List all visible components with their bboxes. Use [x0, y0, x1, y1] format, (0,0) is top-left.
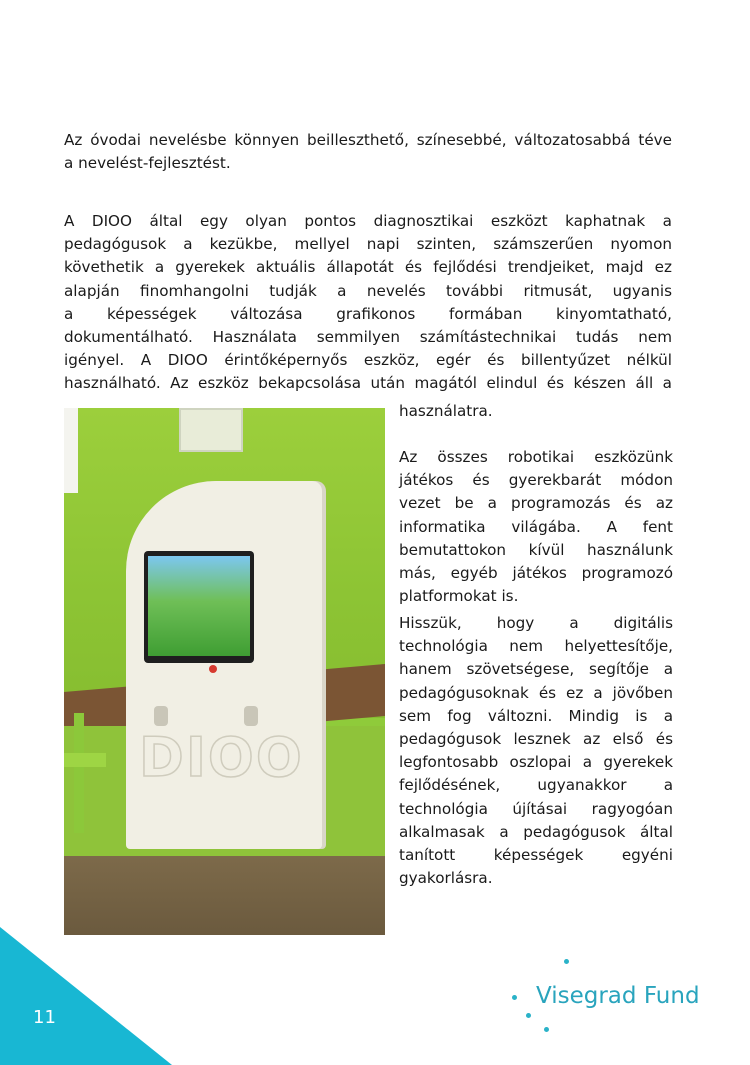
kiosk-body [126, 481, 322, 849]
text-line: sem fog változni. Mindig is a [399, 706, 673, 725]
text-line: gyakorlásra. [399, 869, 493, 888]
text-line: hanem szövetségese, segítője a [399, 660, 673, 679]
technology-paragraph [399, 612, 673, 890]
text-line: tanított képességek egyéni [399, 846, 673, 865]
logo-dot [512, 995, 517, 1000]
text-line: követhetik a gyerekek aktuális állapotát és fejlődési trendjeiket, majd ez [64, 258, 672, 277]
text-line: vezet be a programozás és az [399, 494, 673, 513]
text-line: pedagógusoknak és ez a jövőben [399, 683, 673, 702]
text-line: Az összes robotikai eszközünk [399, 448, 673, 466]
chair-seat [64, 753, 106, 767]
text-line: igényel. A DIOO érintőképernyős eszköz, egér és billentyűzet nélkül [64, 351, 672, 370]
chair-leg [74, 713, 84, 833]
text-line: technológia nem helyettesítője, [399, 637, 673, 656]
text-line: más, egyéb játékos programozó [399, 564, 673, 583]
text-line: játékos és gyerekbarát módon [399, 471, 673, 490]
doll-figure [64, 408, 78, 493]
dioo-description-end [399, 400, 673, 423]
logo-dot [564, 959, 569, 964]
wall-picture [179, 408, 243, 452]
text-line: platformokat is. [399, 587, 519, 606]
text-line: használatra. [399, 402, 493, 420]
speaker-right [244, 706, 258, 726]
visegrad-fund-logo [506, 955, 706, 1035]
text-line: technológia újításai ragyogóan [399, 799, 673, 818]
text-line: bemutattokon kívül használunk [399, 540, 673, 559]
kiosk-screen-content [148, 556, 250, 656]
text-line: dokumentálható. Használata semmilyen számítástechnikai tudás nem [64, 328, 672, 347]
text-line: pedagógusok lesznek az első és [399, 730, 673, 749]
corner-accent-triangle [0, 927, 172, 1065]
text-line: informatika világába. A fent [399, 517, 673, 536]
text-line: alapján finomhangolni tudják a nevelés további ritmusát, ugyanis [64, 281, 672, 300]
text-line: pedagógusok a kezükbe, mellyel napi szinten, számszerűen nyomon [64, 235, 672, 254]
text-line: a képességek változása grafikonos formában kinyomtatható, [64, 304, 672, 323]
intro-paragraph [64, 129, 672, 175]
dioo-description-paragraph [64, 210, 672, 396]
text-line: Az óvodai nevelésbe könnyen beilleszthető, színesebbé, változatosabbá téve [64, 131, 672, 149]
power-button [209, 665, 217, 673]
dioo-kiosk-photo [64, 408, 385, 935]
text-line: legfontosabb oszlopai a gyerekek [399, 753, 673, 772]
logo-dot [526, 1013, 531, 1018]
robotics-paragraph [399, 446, 673, 608]
logo-text: Visegrad Fund [536, 983, 700, 1009]
text-line: használható. Az eszköz bekapcsolása után magától elindul és készen áll a [64, 374, 672, 393]
device-lettering: DIOO [139, 726, 304, 789]
text-line: A DIOO által egy olyan pontos diagnosztikai eszközt kaphatnak a [64, 212, 672, 230]
text-line: fejlődésének, ugyanakkor a [399, 776, 673, 795]
text-line: Hisszük, hogy a digitális [399, 614, 673, 632]
text-line: a nevelést-fejlesztést. [64, 154, 231, 173]
speaker-left [154, 706, 168, 726]
carpet-floor [64, 856, 385, 935]
logo-dot [544, 1027, 549, 1032]
page-number: 11 [33, 1007, 56, 1028]
text-line: alkalmasak a pedagógusok által [399, 822, 673, 841]
